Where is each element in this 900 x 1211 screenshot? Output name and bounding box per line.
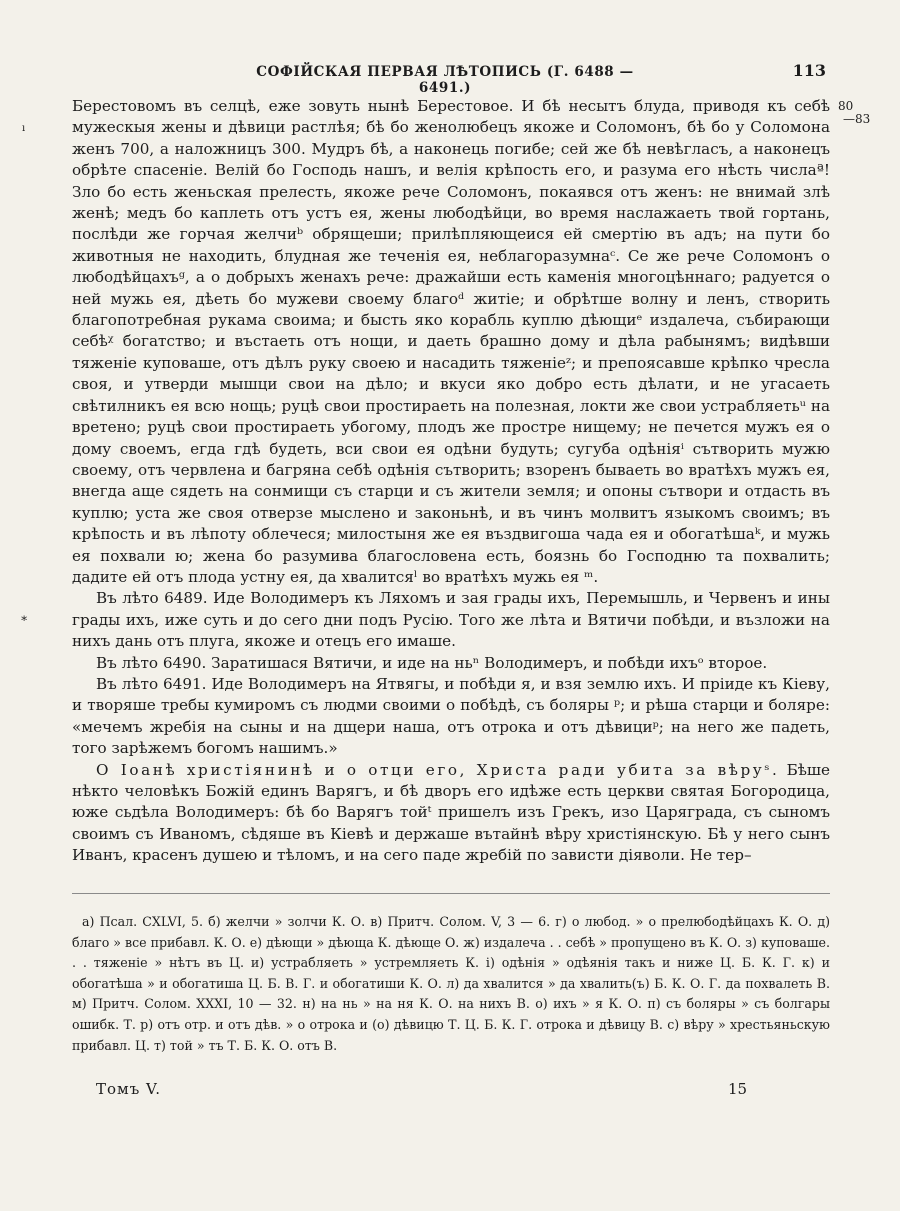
paragraph-year-6491: Въ лѣто 6491. Иде Володимеръ на Ятвягы, и побѣди я, и взя землю ихъ. И пріиде къ Кіеву, и творяше требы кумиромъ съ людми своими о побѣдѣ, съ боляры ᵖ; и рѣша старци и боляре: «мечемъ жребія на сыны и на дщери наша, отъ отрока и отъ дѣвициᵖ; на него же падеть, того зарѣжемъ богомъ нашимъ.» bbox=[72, 674, 830, 758]
footnote-divider bbox=[72, 893, 830, 894]
volume-signature: Томъ V. bbox=[96, 1080, 161, 1098]
margin-mark: ı bbox=[22, 123, 26, 134]
page-number: 113 bbox=[792, 61, 826, 80]
section-heading: О Іоанѣ христіянинѣ и о отци его, Христа ради убита за вѣруˢ. bbox=[96, 760, 780, 779]
footnotes bbox=[72, 912, 830, 1056]
paragraph-year-6490: Въ лѣто 6490. Заратишася Вятичи, и иде на ньⁿ Володимеръ, и побѣди ихъᵒ второе. bbox=[96, 653, 768, 672]
margin-year-note-range: —83 bbox=[843, 112, 871, 126]
margin-year-note: 80 bbox=[838, 99, 854, 113]
main-text bbox=[72, 96, 830, 867]
running-head: СОФІЙСКАЯ ПЕРВАЯ ЛѢТОПИСЬ (Г. 6488 — 6491.) bbox=[256, 64, 634, 96]
paragraph-text: Бѣше нѣкто человѣкъ Божій единъ Варягъ, и бѣ дворъ его идѣже есть церкви святая Богородица, юже сьдѣла Володимеръ: бѣ бо Варягъ тойᵗ пришелъ изъ Грекъ, изо Царяграда, съ сыномъ своимъ съ Иваномъ, сѣдяше въ Кіевѣ и держаше вътайнѣ вѣру христіянскую. Бѣ у него сынъ Иванъ, красенъ душею и тѣломъ, и на сего паде жребій по зависти діяволи. Не тер– bbox=[72, 760, 831, 865]
paragraph: Берестовомъ въ селцѣ, еже зовуть нынѣ Берестовое. И бѣ несытъ блуда, приводя къ себѣ мужескыя жены и дѣвици растлѣя; бѣ бо женолюбецъ якоже и Соломонъ, бѣ бо у Соломона женъ 700, а наложницъ 300. Мудръ бѣ, а наконець погибе; сей же бѣ невѣгласъ, а наконецъ обрѣте спасеніе. Велій бо Господь нашъ, и велія крѣпость его, и разума его нѣсть числаª! Зло бо есть женьская прелесть, якоже рече Соломонъ, покаявся отъ женъ: не внимай злѣ женѣ; медъ бо каплеть отъ устъ ея, жены любодѣйци, во время наслажаеть твой гортань, послѣди же горчая желчиᵇ обрящеши; прилѣпляющеися ей смертію въ адъ; на пути бо животныя не находить, блудная же теченія ея, неблагоразумнаᶜ. Се же рече Соломонъ о любодѣйцахъᵍ, а о добрыхъ женахъ рече: дражайши есть каменія многоцѣннаго; радуется о ней мужь ея, дѣеть бо мужеви своему благоᵈ житіе; и обрѣтше волну и ленъ, створить благопотребная рукама своима; и бысть яко корабль куплю дѣющиᵉ издалеча, събирающи себѣᵡ богатство; и въстаеть отъ нощи, и даеть брашно дому и дѣла рабынямъ; видѣвши тяженіе куповаше, отъ дѣлъ руку своею и насадить тяженіеᶻ; и препоясавше крѣпко чресла своя, и утверди мышци свои на дѣло; и вкуси яко добро есть дѣлати, и не угасаеть свѣтилникъ ея всю нощь; руцѣ свои простираеть на полезная, локти же свои устрабляетьᵘ на вретено; руцѣ свои простираеть убогому, плодъ же простре нищему; не печется мужъ ея о дому своемъ, егда гдѣ будеть, вси свои ея одѣни будуть; сугуба одѣніяⁱ сътворить мужю своему, отъ червлена и багряна себѣ одѣнія сътворить; взоренъ бываеть во вратѣхъ мужъ ея, внегда аще сядеть на сонмищи съ старци и съ жители земля; и опоны сътвори и отдасть въ куплю; уста же своя отверзе мыслено и законьнѣ, и въ чинъ молвитъ языкомъ своимъ; въ крѣпость и въ лѣпоту облечеся; милостыня же ея въздвигоша чада ея и обогатѣшаᵏ, и мужь ея похвали ю; жена бо разумива благословена есть, боязнь бо Господню та похвалить; дадите ей отъ плода устну ея, да хвалитсяˡ во вратѣхъ мужь ея ᵐ. bbox=[72, 97, 830, 586]
sheet-number: 15 bbox=[728, 1080, 748, 1098]
paragraph-ioann bbox=[72, 760, 830, 867]
margin-mark: ∗ bbox=[20, 611, 29, 625]
paragraph-year-6489: Въ лѣто 6489. Иде Володимеръ къ Ляхомъ и зая грады ихъ, Перемышль, и Червенъ и ины грады ихъ, иже суть и до сего дни подъ Русію. Того же лѣта и Вятичи побѣди, и възложи на нихъ дань отъ плуга, якоже и отецъ его имаше. bbox=[72, 589, 830, 651]
footnote-apparatus: а) Псал. CXLVI, 5. б) желчи » золчи К. О. в) Притч. Солом. V, 3 — 6. г) о любод. » о прелюбодѣйцахъ К. О. д) благо » все прибавл. К. О. е) дѣющи » дѣюща К. дѣюще О. ж) издалеча . . себѣ » пропущено въ К. О. з) куповаше. . . тяженіе » нѣтъ въ Ц. и) устрабляеть » устремляеть К. і) одѣнія » одѣянія такъ и ниже Ц. Б. К. Г. к) и обогатѣша » и обогатиша Ц. Б. В. Г. и обогатиши К. О. л) да хвалится » да хвалить(ъ) Б. К. О. Г. да похвалеть В. м) Притч. Солом. XXXI, 10 — 32. н) на нь » на ня К. О. на нихъ В. о) ихъ » я К. О. п) съ боляры » съ болгары ошибк. Т. р) отъ отр. и отъ дѣв. » о отрока и (о) дѣвицю Т. Ц. Б. К. Г. отрока и дѣвицу В. с) вѣру » хрестьяньскую прибавл. Ц. т) той » тъ Т. Б. К. О. отъ В. bbox=[72, 914, 830, 1053]
